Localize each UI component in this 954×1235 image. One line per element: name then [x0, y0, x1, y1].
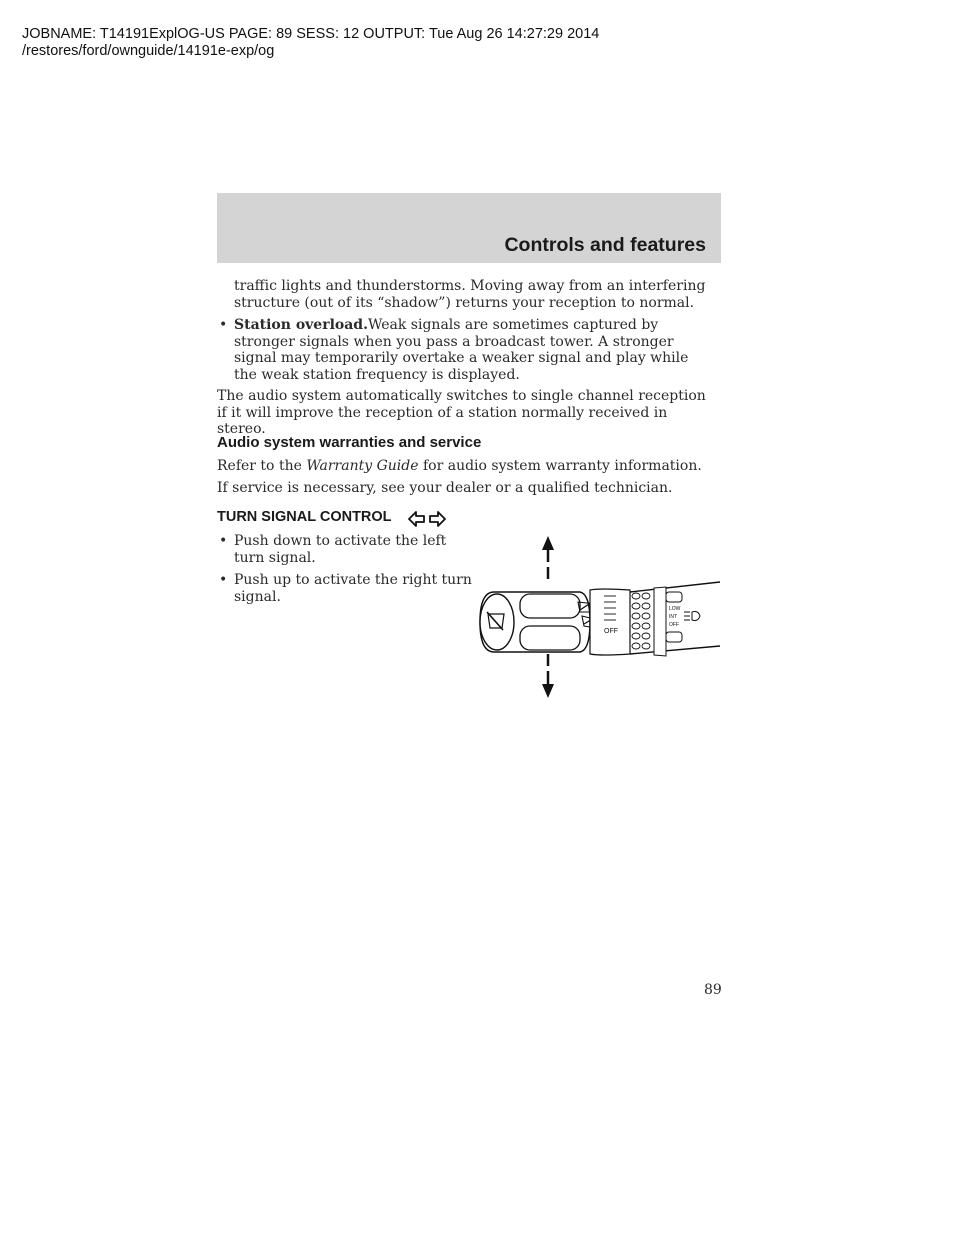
headlamp-flash-icon	[684, 612, 700, 621]
warranty-guide-title: Warranty Guide	[306, 458, 419, 474]
turn-right-item: Push up to activate the right turn signal.	[234, 572, 472, 605]
wiper-off-label: OFF	[604, 628, 618, 635]
bullet-marker: •	[219, 317, 228, 333]
section-title: Controls and features	[504, 234, 706, 256]
job-info	[22, 26, 599, 60]
continued-paragraph: traffic lights and thunderstorms. Moving away from an interfering structure (out of its “shadow”) returns your reception to normal.	[234, 278, 706, 311]
off-label: OFF	[669, 622, 679, 628]
warranty-refer-text	[217, 458, 721, 475]
warranty-heading: Audio system warranties and service	[217, 434, 482, 451]
low-label: LOW	[669, 606, 681, 612]
bullet-marker: •	[219, 533, 228, 549]
up-arrow-icon	[542, 536, 554, 579]
station-overload-text: Weak signals are sometimes captured by stronger signals when you pass a broadcast tower. A stronger signal may temporarily overtake a weaker signal and play while the weak station frequency is displayed.	[234, 317, 689, 383]
page-number: 89	[704, 982, 722, 998]
station-overload-item	[234, 317, 714, 383]
station-overload-label: Station overload.	[234, 317, 368, 333]
turn-signal-arrows-icon	[408, 510, 446, 528]
service-text: If service is necessary, see your dealer or a qualified technician.	[217, 480, 673, 496]
warranty-refer-prefix: Refer to the	[217, 458, 307, 474]
turn-left-item: Push down to activate the left turn signal.	[234, 533, 447, 566]
warranty-refer-suffix: for audio system warranty information.	[418, 458, 702, 474]
turn-signal-stalk-diagram	[470, 532, 722, 700]
job-info-line1: JOBNAME: T14191ExplOG-US PAGE: 89 SESS: 12 OUTPUT: Tue Aug 26 14:27:29 2014	[22, 26, 600, 42]
down-arrow-icon	[542, 654, 554, 698]
turn-signal-heading: TURN SIGNAL CONTROL	[217, 509, 392, 525]
bullet-marker: •	[219, 572, 228, 588]
audio-reception-paragraph: The audio system automatically switches to single channel reception if it will improve the reception of a station normally received in stereo.	[217, 388, 706, 437]
job-info-line2: /restores/ford/ownguide/14191e-exp/og	[22, 43, 275, 59]
int-label: INT	[669, 614, 678, 620]
section-header-band	[217, 193, 721, 263]
